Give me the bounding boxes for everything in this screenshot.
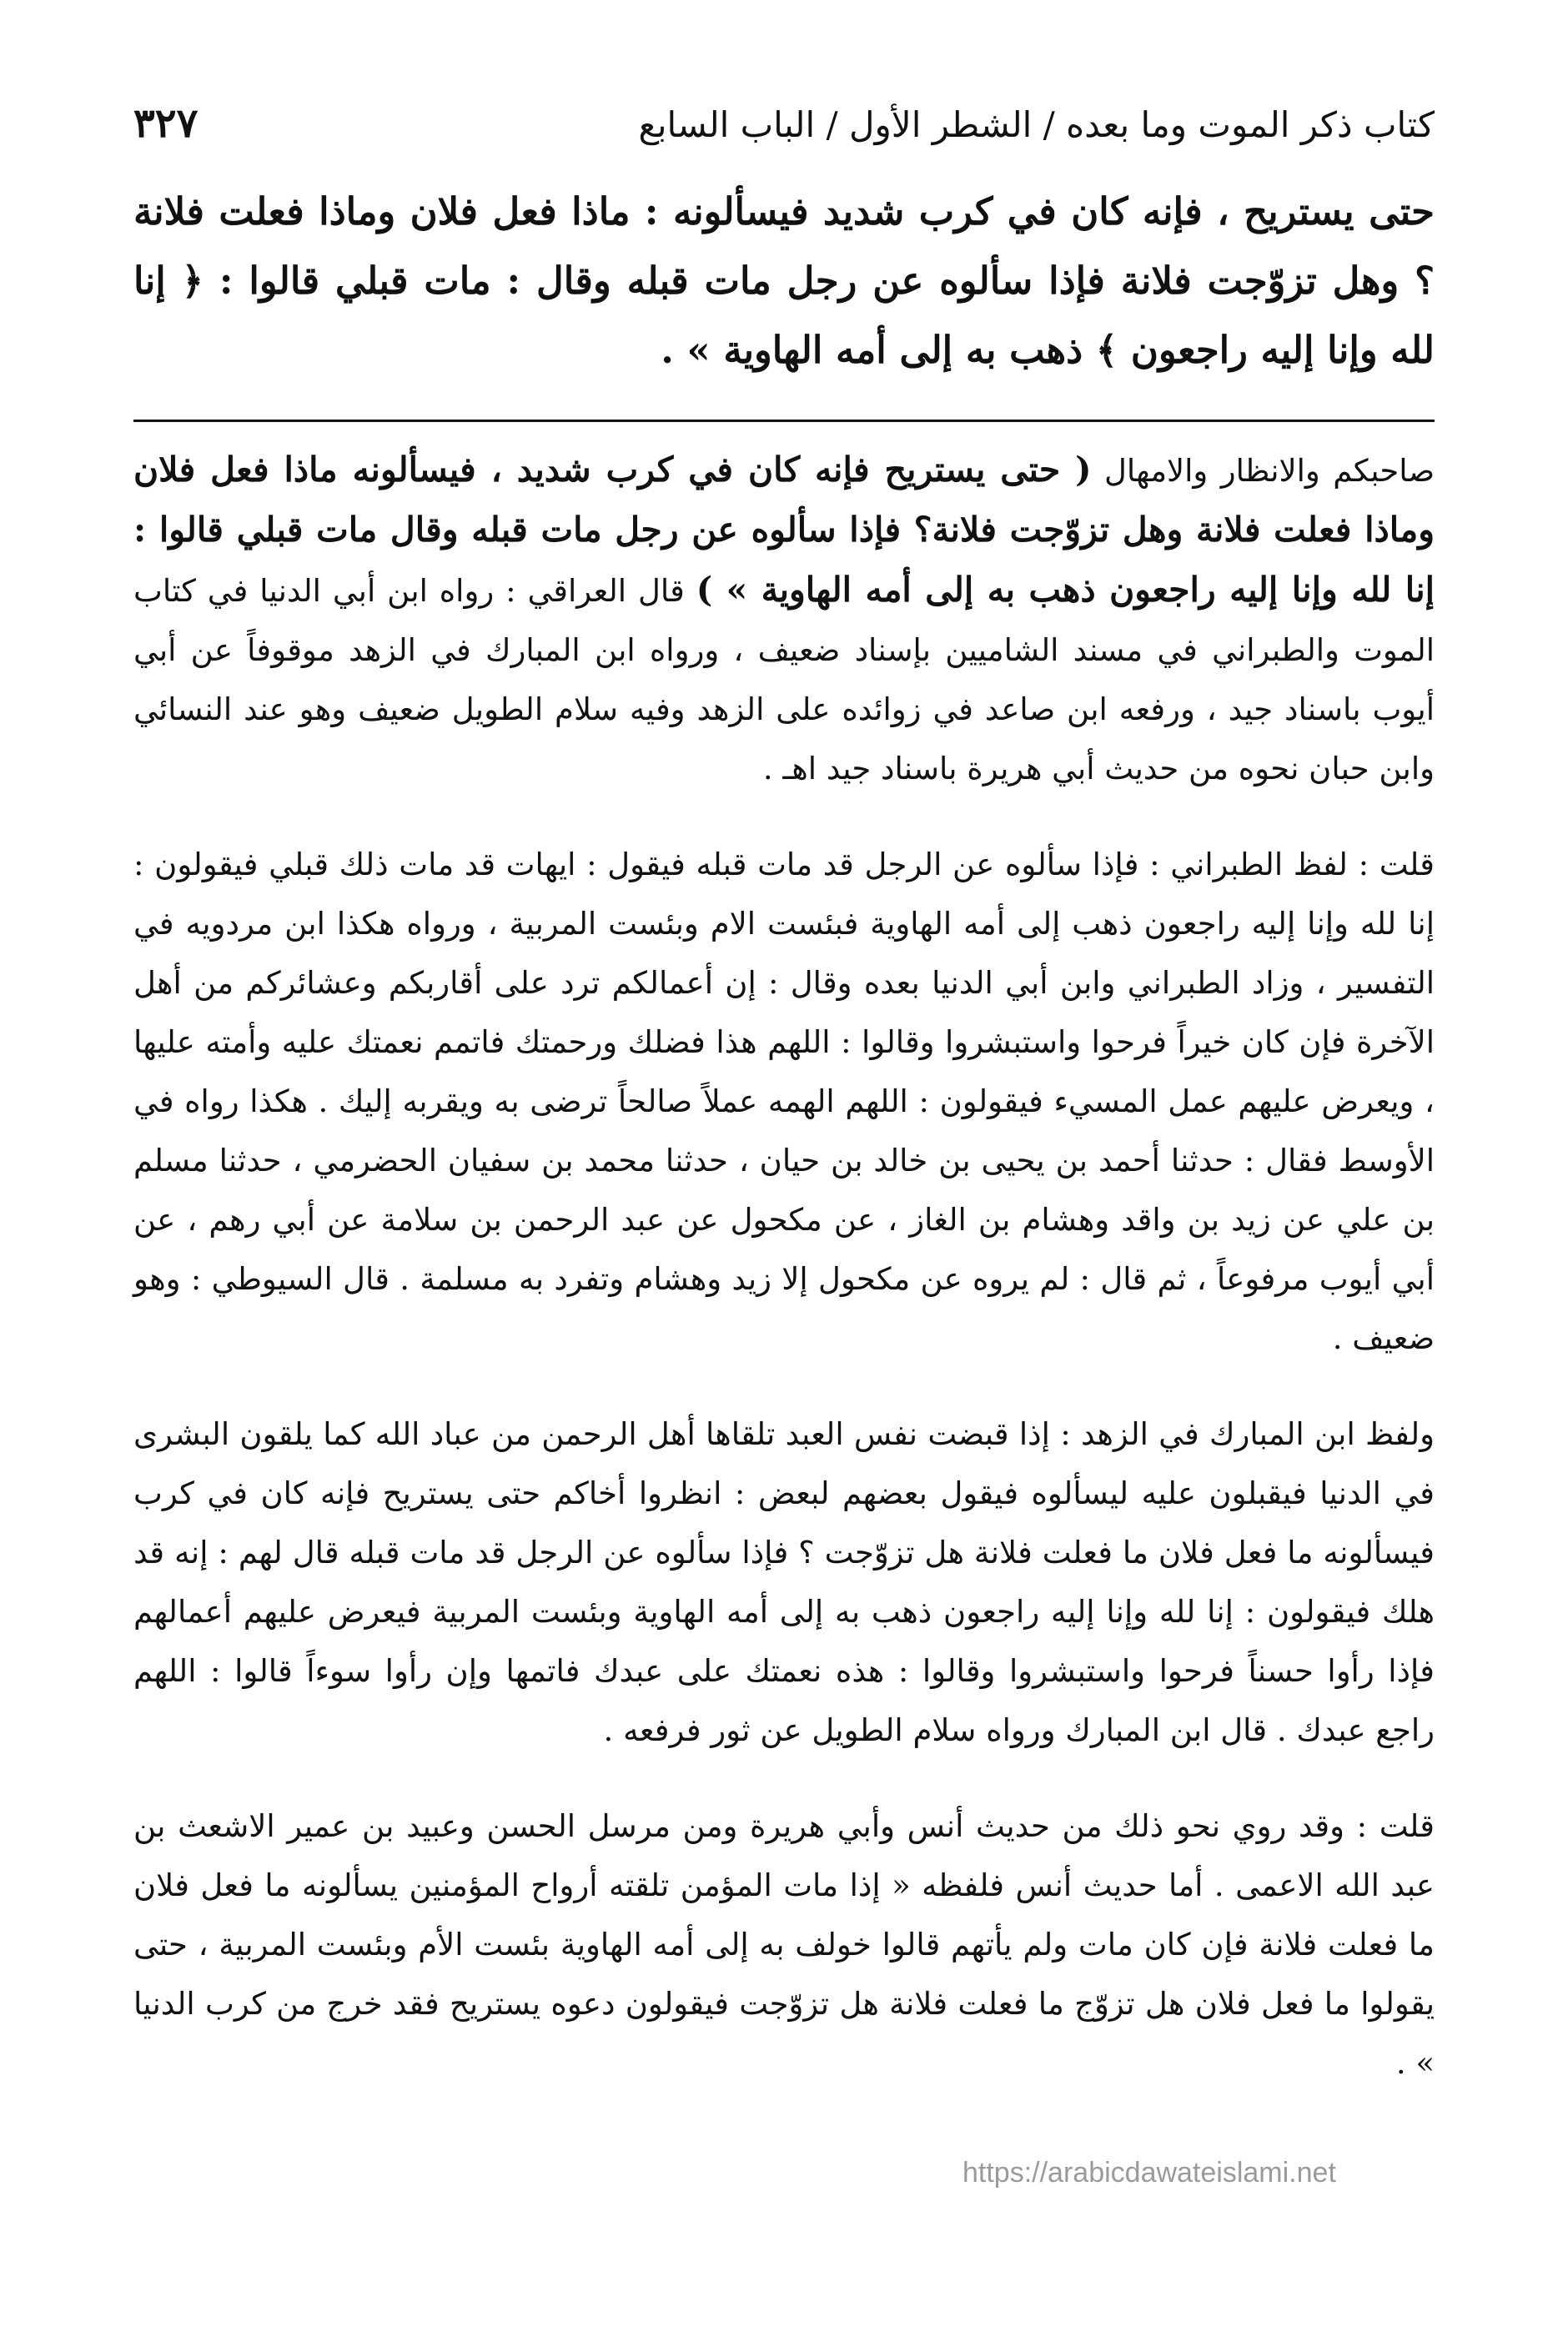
watermark-url: https://arabicdawateislami.net	[962, 2157, 1336, 2189]
footnote-separator	[133, 420, 1435, 422]
footnote-1	[133, 440, 1435, 798]
page-header	[133, 100, 1435, 147]
main-text: حتى يستريح ، فإنه كان في كرب شديد فيسألونه : ماذا فعل فلان وماذا فعلت فلانة ؟ وهل تزوّجت فلانة فإذا سألوه عن رجل مات قبله وقال : مات قبلي قالوا : ﴿ إنا لله وإنا إليه راجعون ﴾ ذهب به إلى أمه الهاوية » .	[133, 189, 1435, 372]
footnote-1-body: قال العراقي : رواه ابن أبي الدنيا في كتاب الموت والطبراني في مسند الشاميين بإسناد ضعيف ، ورواه ابن المبارك في الزهد موقوفاً عن أبي أيوب باسناد جيد ، ورفعه ابن صاعد في زوائده على الزهد وفيه سلام الطويل ضعيف وهو عند النسائي وابن حبان نحوه من حديث أبي هريرة باسناد جيد اهـ .	[133, 573, 1435, 787]
footnote-4: قلت : وقد روي نحو ذلك من حديث أنس وأبي هريرة ومن مرسل الحسن وعبيد بن عمير الاشعث بن عبد الله الاعمى . أما حديث أنس فلفظه « إذا مات المؤمن تلقته أرواح المؤمنين يسألونه ما فعل فلان ما فعلت فلانة فإن كان مات ولم يأتهم قالوا خولف به إلى أمه الهاوية بئست الأم وبئست المربية ، حتى يقولوا ما فعل فلان هل تزوّج ما فعلت فلانة هل تزوّجت فيقولون دعوه يستريح فقد خرج من كرب الدنيا » .	[133, 1808, 1435, 2081]
running-title: كتاب ذكر الموت وما بعده / الشطر الأول / الباب السابع	[638, 104, 1435, 145]
footnote-3: ولفظ ابن المبارك في الزهد : إذا قبضت نفس العبد تلقاها أهل الرحمن من عباد الله كما يلقون البشرى في الدنيا فيقبلون عليه ليسألوه فيقول بعضهم لبعض : انظروا أخاكم حتى يستريح فإنه كان في كرب فيسألونه ما فعل فلان ما فعلت فلانة هل تزوّجت ؟ فإذا سألوه عن الرجل قد مات قبله قال لهم : إنه قد هلك فيقولون : إنا لله وإنا إليه راجعون ذهب به إلى أمه الهاوية وبئست المربية فيعرض عليهم أعمالهم فإذا رأوا حسناً فرحوا واستبشروا وقالوا : هذه نعمتك على عبدك فاتمها وإن رأوا سوءاً قالوا : اللهم راجع عبدك . قال ابن المبارك ورواه سلام الطويل عن ثور فرفعه .	[133, 1416, 1435, 1748]
book-page	[133, 100, 1435, 2129]
footnote-1-intro: صاحبكم والانظار والامهال	[1104, 453, 1435, 489]
footnote-1-quote: ( حتى يستريح فإنه كان في كرب شديد ، فيسألونه ماذا فعل فلان وماذا فعلت فلانة وهل تزوّجت فلانة؟ فإذا سألوه عن رجل مات قبله وقال مات قبلي قالوا : إنا لله وإنا إليه راجعون ذهب به إلى أمه الهاوية » )	[133, 450, 1435, 610]
footnote-2: قلت : لفظ الطبراني : فإذا سألوه عن الرجل قد مات قبله فيقول : ايهات قد مات ذلك قبلي فيقولون : إنا لله وإنا إليه راجعون ذهب إلى أمه الهاوية فبئست الام وبئست المربية ، ورواه هكذا ابن مردويه في التفسير ، وزاد الطبراني وابن أبي الدنيا بعده وقال : إن أعمالكم ترد على أقاربكم وعشائركم من أهل الآخرة فإن كان خيراً فرحوا واستبشروا وقالوا : اللهم هذا فضلك ورحمتك فاتمم نعمتك عليه وأمته عليها ، ويعرض عليهم عمل المسيء فيقولون : اللهم الهمه عملاً صالحاً ترضى به ويقربه إليك . هكذا رواه في الأوسط فقال : حدثنا أحمد بن يحيى بن خالد بن حيان ، حدثنا محمد بن سفيان الحضرمي ، حدثنا مسلم بن علي عن زيد بن واقد وهشام بن الغاز ، عن مكحول عن عبد الرحمن بن سلامة عن أبي رهم ، عن أبي أيوب مرفوعاً ، ثم قال : لم يروه عن مكحول إلا زيد وهشام وتفرد به مسلمة . قال السيوطي : وهو ضعيف .	[133, 847, 1435, 1356]
page-number: ٣٢٧	[133, 100, 199, 147]
